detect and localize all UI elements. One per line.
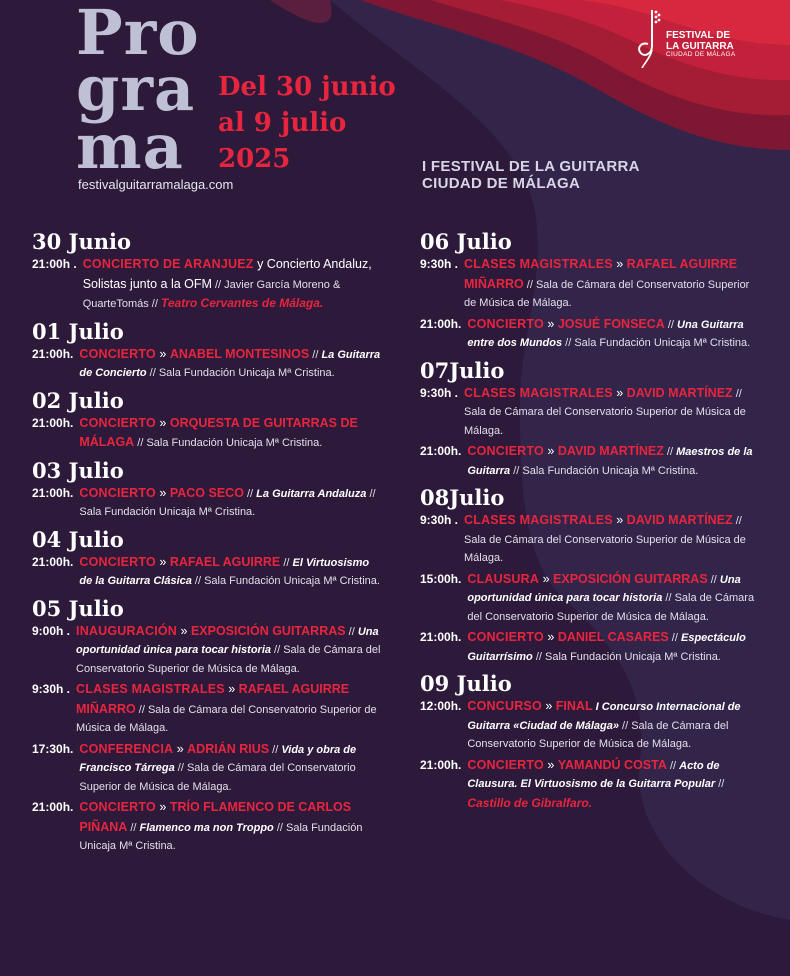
event-text <box>83 255 382 314</box>
right-column <box>420 230 760 815</box>
event-separator: // <box>707 573 720 586</box>
event-venue: // Sala Fundación Unicaja Mª Cristina. <box>146 367 335 379</box>
event-venue: // Sala de Cámara del Conservatorio Superior de Música de Málaga. <box>79 762 356 793</box>
day-heading: 04 Julio <box>32 526 124 552</box>
event-subtitle: I Concurso Internacional de Guitarra «Ciudad de Málaga» <box>467 701 741 732</box>
event-item <box>420 570 760 627</box>
event-time: 21:00h. <box>420 630 462 644</box>
event-separator: » <box>612 385 627 400</box>
event-artist: JOSUÉ FONSECA <box>557 316 665 331</box>
event-separator: » <box>543 444 558 458</box>
day-heading: 02 Julio <box>32 387 124 413</box>
event-separator: » <box>543 757 558 772</box>
event-subtitle: La Guitarra de Concierto <box>79 348 381 379</box>
event-artist: TRÍO FLAMENCO DE CARLOS PIÑANA <box>79 800 352 834</box>
event-item <box>32 484 382 522</box>
event-venue: // Sala Fundación Unicaja Mª Cristina. <box>562 337 751 349</box>
event-text <box>467 570 760 627</box>
logo-text-1: FESTIVAL DE <box>666 30 731 41</box>
event-separator: » <box>541 699 556 713</box>
event-type: CONCIERTO <box>79 346 156 361</box>
logo-text-2: LA GUITARRA <box>666 41 734 52</box>
event-item <box>420 442 760 480</box>
event-separator: // <box>345 625 358 638</box>
event-item <box>32 345 382 383</box>
event-type: CONCIERTO <box>79 554 156 569</box>
event-type: CLASES MAGISTRALES <box>464 513 613 527</box>
event-artist: YAMANDÚ COSTA <box>557 757 667 772</box>
event-artist: ANABEL MONTESINOS <box>169 346 310 361</box>
event-separator: » <box>612 513 627 527</box>
event-subtitle: Una oportunidad única para tocar historia <box>467 573 741 604</box>
event-time: 15:00h. <box>420 571 462 586</box>
event-subtitle: Acto de Clausura. El Virtuosismo de la Guitarra Popular <box>467 759 720 790</box>
event-type: INAUGURACIÓN <box>76 623 178 638</box>
title-line-3: ma <box>76 110 184 183</box>
event-separator: // <box>127 821 140 834</box>
event-text <box>79 414 382 453</box>
event-separator: // <box>269 743 282 756</box>
event-type: CONCIERTO <box>467 630 544 644</box>
event-item <box>32 740 382 797</box>
logo-subtitle: CIUDAD DE MÁLAGA <box>666 51 736 58</box>
event-text <box>79 345 382 383</box>
event-separator: // <box>666 759 680 772</box>
event-venue: // Sala Fundación Unicaja Mª Cristina. <box>510 464 699 477</box>
event-type: CLAUSURA <box>467 571 540 586</box>
event-venue: // Sala de Cámara del Conservatorio Superior de Música de Málaga. <box>464 278 750 309</box>
event-separator: » <box>155 800 170 814</box>
event-subtitle: Una Guitarra entre dos Mundos <box>467 318 744 349</box>
event-artist: DAVID MARTÍNEZ <box>626 385 733 400</box>
event-venue: // Sala de Cámara del Conservatorio Superior de Música de Málaga. <box>76 703 377 734</box>
event-separator: // <box>664 318 678 331</box>
event-venue: // Sala Fundación Unicaja Mª Cristina. <box>191 575 380 587</box>
event-type: CLASES MAGISTRALES <box>76 682 225 696</box>
event-text <box>79 740 382 797</box>
event-text <box>464 511 760 568</box>
event-type: CONCURSO <box>467 699 542 713</box>
event-separator: » <box>155 415 170 430</box>
event-text <box>467 315 760 353</box>
event-item <box>32 553 382 591</box>
festival-name <box>422 158 640 192</box>
event-item <box>32 798 382 856</box>
event-time: 12:00h. <box>420 699 462 713</box>
event-subtitle: Una oportunidad única para tocar historia <box>76 625 379 656</box>
event-artist: DAVID MARTÍNEZ <box>626 513 733 527</box>
event-text <box>79 798 382 856</box>
event-text <box>467 628 760 666</box>
day-heading: 08Julio <box>420 485 505 510</box>
day-heading: 01 Julio <box>32 318 124 344</box>
event-venue: // Sala Fundación Unicaja Mª Cristina. <box>532 650 721 663</box>
event-time: 9:00h . <box>32 623 71 638</box>
event-item <box>420 697 760 754</box>
event-time: 21:00h. <box>32 346 74 361</box>
event-separator: » <box>539 571 554 586</box>
event-artist: RAFAEL AGUIRRE MIÑARRO <box>76 682 350 716</box>
event-text <box>467 697 760 754</box>
website-text: festivalguitarramalaga.com <box>78 177 234 192</box>
event-time: 21:00h . <box>32 257 77 271</box>
event-item <box>32 680 382 738</box>
event-separator: // <box>309 348 322 361</box>
day-heading: 09 Julio <box>420 671 512 696</box>
day-heading: 06 Julio <box>420 229 512 254</box>
event-time: 21:00h. <box>32 415 74 430</box>
event-item <box>420 384 760 441</box>
event-separator: » <box>224 682 239 696</box>
event-separator: » <box>173 741 188 756</box>
event-item <box>420 756 760 814</box>
event-time: 21:00h. <box>420 316 462 331</box>
event-separator: » <box>543 630 558 644</box>
event-separator: // <box>243 487 257 500</box>
event-type: CONCIERTO <box>79 415 156 430</box>
dates-line-1: Del 30 junio <box>218 72 396 102</box>
event-artist: RAFAEL AGUIRRE <box>169 554 281 569</box>
event-venue: // Sala de Cámara del Conservatorio Superior de Música de Málaga. <box>467 719 729 750</box>
event-text <box>79 553 382 591</box>
left-column <box>32 230 382 858</box>
event-artist: ORQUESTA DE GUITARRAS DE MÁLAGA <box>79 415 358 449</box>
event-separator: » <box>177 623 191 638</box>
event-separator: // <box>715 778 725 790</box>
event-separator: // <box>663 446 677 458</box>
event-text <box>464 255 760 313</box>
dates-line-3: 2025 <box>218 144 291 174</box>
event-item <box>420 511 760 568</box>
event-time: 21:00h. <box>32 485 74 500</box>
event-time: 9:30h . <box>32 682 71 696</box>
event-text <box>467 756 760 814</box>
event-separator: » <box>155 485 170 500</box>
title-line-1: Pro <box>76 0 200 69</box>
event-artist: EXPOSICIÓN GUITARRAS <box>190 623 346 638</box>
event-artist: DANIEL CASARES <box>557 630 669 644</box>
event-venue: // Sala de Cámara del Conservatorio Superior de Música de Málaga. <box>464 387 746 437</box>
event-artist: EXPOSICIÓN GUITARRAS <box>553 571 708 586</box>
event-venue: // Sala de Cámara del Conservatorio Superior de Música de Málaga. <box>464 515 746 564</box>
event-separator: » <box>155 346 170 361</box>
event-time: 21:00h. <box>420 757 462 772</box>
event-separator: // <box>668 632 681 644</box>
event-type: CONCIERTO <box>79 485 156 500</box>
event-artist: FINAL <box>555 699 593 713</box>
event-separator: » <box>543 316 558 331</box>
festival-logo <box>636 6 776 68</box>
event-subtitle: Espectáculo Guitarrísimo <box>467 632 746 663</box>
event-separator: » <box>155 554 170 569</box>
event-type: CONFERENCIA <box>79 741 174 756</box>
event-type: CONCIERTO DE ARANJUEZ <box>82 257 254 271</box>
event-subtitle: El Virtuosismo de la Guitarra Clásica <box>79 556 370 587</box>
event-venue: // Sala de Cámara del Conservatorio Superior de Música de Málaga. <box>76 644 381 675</box>
event-time: 9:30h . <box>420 257 459 271</box>
event-item <box>32 414 382 453</box>
event-artist: RAFAEL AGUIRRE MIÑARRO <box>464 257 738 291</box>
title-line-2: gra <box>76 52 196 125</box>
event-title: y Concierto Andaluz, Solistas junto a la OFM <box>82 257 372 291</box>
event-time: 9:30h . <box>420 385 459 400</box>
event-venue: // Sala Fundación Unicaja Mª Cristina. <box>79 487 376 518</box>
event-type: CONCIERTO <box>467 316 544 331</box>
event-type: CLASES MAGISTRALES <box>464 257 613 271</box>
event-venue: // Sala de Cámara del Conservatorio Superior de Música de Málaga. <box>467 592 755 623</box>
event-subtitle: Maestros de la Guitarra <box>467 446 753 477</box>
event-text <box>76 622 382 679</box>
event-item <box>32 622 382 679</box>
event-item <box>32 255 382 314</box>
event-item <box>420 255 760 313</box>
event-type: CONCIERTO <box>467 757 544 772</box>
event-separator: » <box>612 257 627 271</box>
event-time: 21:00h. <box>32 554 74 569</box>
guitar-logo-icon <box>636 6 664 68</box>
event-venue: // Sala Fundación Unicaja Mª Cristina. <box>79 821 363 852</box>
event-item <box>420 628 760 666</box>
event-text <box>467 442 760 480</box>
festival-name-line-2: CIUDAD DE MÁLAGA <box>422 175 581 192</box>
event-subtitle: Vida y obra de Francisco Tárrega <box>79 743 357 774</box>
event-time: 9:30h . <box>420 513 459 527</box>
event-artist: PACO SECO <box>169 485 244 500</box>
event-performers: // Javier García Moreno & QuarteTomás // <box>82 278 341 310</box>
event-separator: // <box>280 556 293 569</box>
event-item <box>420 315 760 353</box>
dates-line-2: al 9 julio <box>218 108 347 138</box>
event-venue: // Sala Fundación Unicaja Mª Cristina. <box>134 437 323 449</box>
festival-name-line-1: I FESTIVAL DE LA GUITARRA <box>422 158 640 175</box>
event-subtitle: La Guitarra Andaluza <box>256 487 367 500</box>
day-heading: 05 Julio <box>32 595 124 621</box>
event-text <box>76 680 382 738</box>
day-heading: 03 Julio <box>32 457 124 483</box>
event-time: 17:30h. <box>32 741 74 756</box>
day-heading: 30 Junio <box>32 229 131 254</box>
event-type: CONCIERTO <box>467 444 544 458</box>
event-venue: Teatro Cervantes de Málaga. <box>160 296 324 310</box>
event-text <box>79 484 382 522</box>
event-type: CONCIERTO <box>79 800 156 814</box>
event-type: CLASES MAGISTRALES <box>464 385 613 400</box>
event-artist: ADRIÁN RIUS <box>187 741 270 756</box>
event-subtitle: Flamenco ma non Troppo <box>139 821 274 834</box>
day-heading: 07Julio <box>420 357 505 383</box>
event-venue: Castillo de Gibralfaro. <box>467 795 593 810</box>
event-text <box>464 384 760 441</box>
event-artist: DAVID MARTÍNEZ <box>557 444 664 458</box>
event-time: 21:00h. <box>420 444 462 458</box>
event-time: 21:00h. <box>32 800 74 814</box>
